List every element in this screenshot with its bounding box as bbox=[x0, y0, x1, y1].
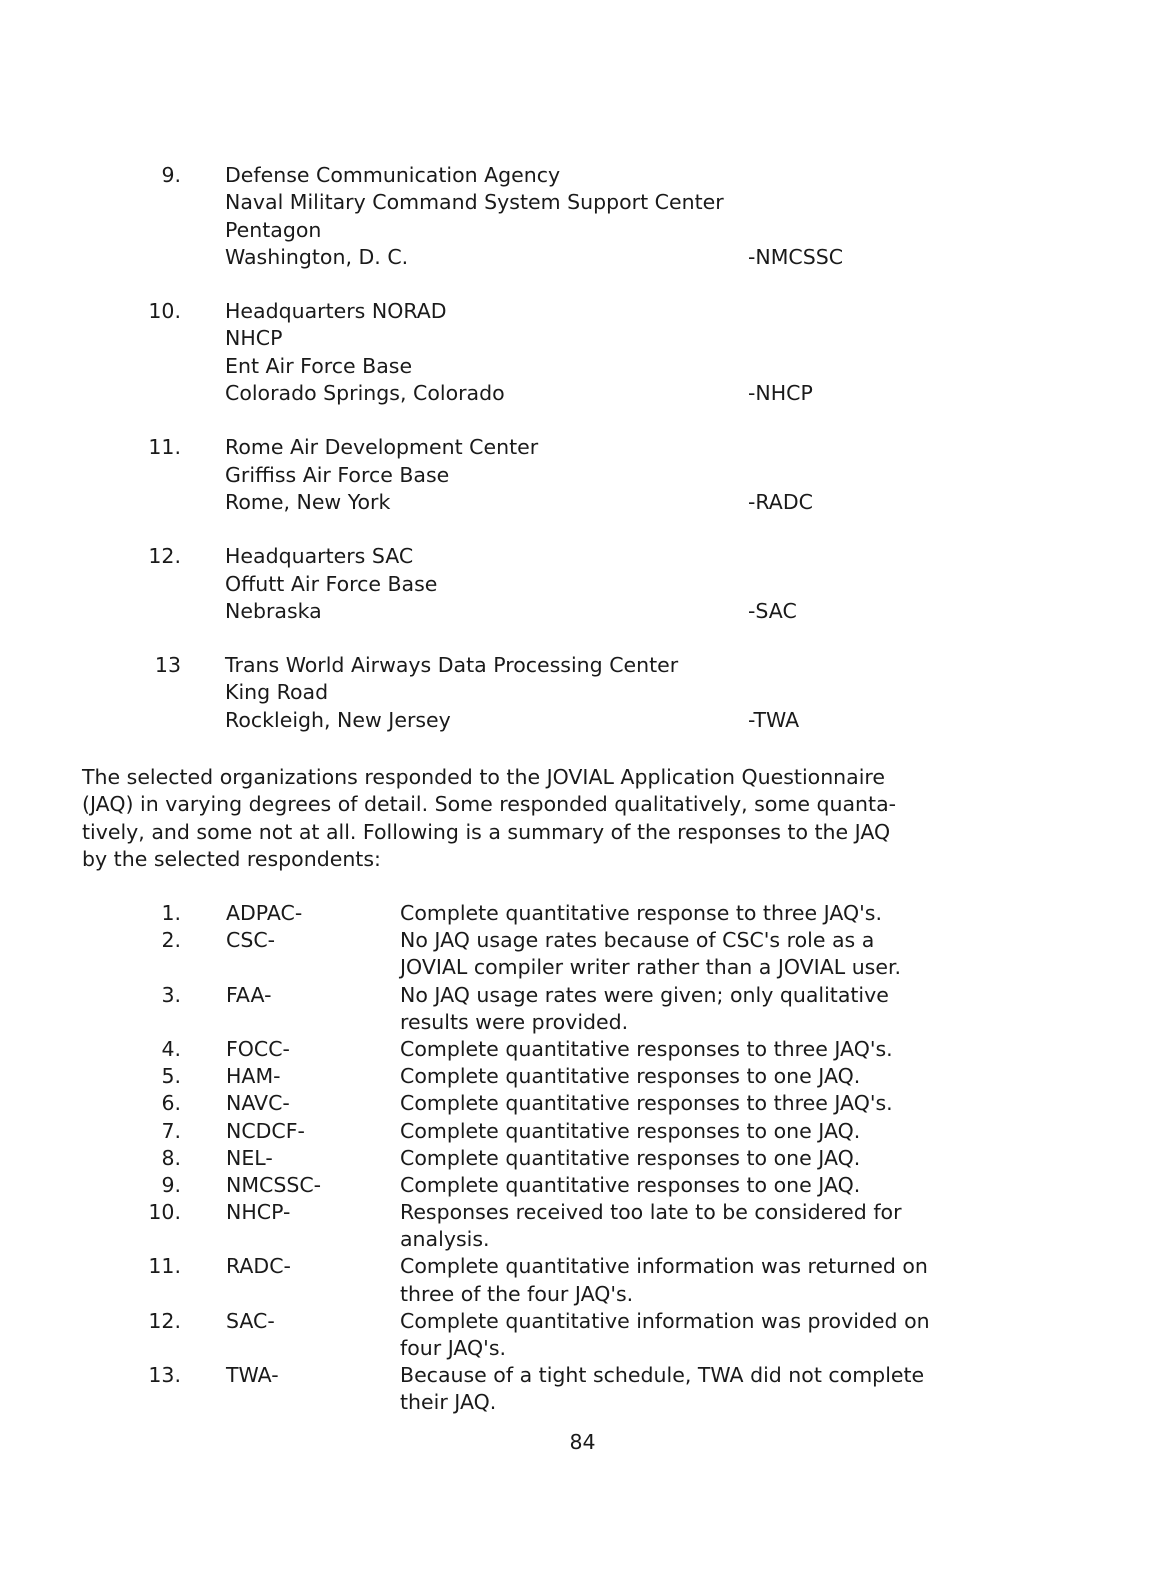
response-description bbox=[400, 1118, 960, 1145]
response-description bbox=[400, 982, 960, 1036]
address-line: Colorado Springs, Colorado bbox=[225, 381, 505, 406]
response-number: 3. bbox=[161, 982, 181, 1007]
response-code: RADC- bbox=[226, 1254, 291, 1279]
response-number: 2. bbox=[161, 928, 181, 953]
response-number: 6. bbox=[161, 1091, 181, 1116]
response-code: HAM- bbox=[226, 1064, 281, 1089]
response-description bbox=[400, 1362, 960, 1416]
organization-address bbox=[225, 543, 725, 625]
response-code: SAC- bbox=[226, 1308, 275, 1333]
response-description bbox=[400, 900, 960, 927]
response-number: 7. bbox=[161, 1118, 181, 1143]
response-code: ADPAC- bbox=[226, 901, 303, 925]
response-row bbox=[0, 1063, 1165, 1090]
organization-number: 9. bbox=[161, 163, 181, 187]
response-number: 9. bbox=[161, 1172, 181, 1197]
organization-code: -SAC bbox=[748, 598, 797, 623]
address-line: Nebraska bbox=[225, 598, 322, 623]
organization-number: 12. bbox=[148, 544, 181, 569]
response-code: NEL- bbox=[226, 1145, 273, 1170]
response-number: 8. bbox=[161, 1145, 181, 1170]
description-line: No JAQ usage rates because of CSC's role as a bbox=[400, 928, 875, 953]
response-description bbox=[400, 1090, 960, 1117]
paragraph-line: (JAQ) in varying degrees of detail. Some responded qualitatively, some quanta- bbox=[82, 792, 897, 817]
response-code: NAVC- bbox=[226, 1091, 290, 1116]
address-line: Griffiss Air Force Base bbox=[225, 462, 450, 487]
organization-code: -NMCSSC bbox=[748, 244, 844, 269]
response-code: FOCC- bbox=[226, 1036, 290, 1061]
paragraph-line: by the selected respondents: bbox=[82, 846, 381, 871]
address-line: Offutt Air Force Base bbox=[225, 571, 438, 596]
organization-entry bbox=[0, 298, 1165, 407]
address-line: Headquarters SAC bbox=[225, 544, 414, 569]
response-row bbox=[0, 1253, 1165, 1307]
response-row bbox=[0, 1362, 1165, 1416]
description-line: Complete quantitative responses to one JAQ. bbox=[400, 1145, 861, 1170]
organization-number: 11. bbox=[148, 435, 181, 460]
organization-address bbox=[225, 162, 725, 271]
response-row bbox=[0, 1199, 1165, 1253]
address-line: Naval Military Command System Support Center bbox=[225, 190, 724, 215]
response-number: 1. bbox=[161, 901, 181, 925]
organization-list bbox=[0, 162, 1165, 761]
organization-number: 13 bbox=[154, 653, 181, 678]
organization-number: 10. bbox=[148, 299, 181, 324]
address-line: Rome, New York bbox=[225, 489, 391, 514]
response-description bbox=[400, 927, 960, 981]
response-list bbox=[0, 900, 1165, 1417]
response-number: 13. bbox=[148, 1363, 181, 1388]
response-description bbox=[400, 1199, 960, 1253]
response-code: FAA- bbox=[226, 982, 272, 1007]
address-line: Rome Air Development Center bbox=[225, 435, 539, 460]
response-description bbox=[400, 1145, 960, 1172]
organization-address bbox=[225, 652, 725, 734]
response-number: 10. bbox=[148, 1200, 181, 1225]
description-line: Complete quantitative information was returned on bbox=[400, 1254, 928, 1279]
response-description bbox=[400, 1308, 960, 1362]
response-description bbox=[400, 1036, 960, 1063]
description-line: Complete quantitative responses to one JAQ. bbox=[400, 1064, 861, 1089]
description-line: Complete quantitative response to three JAQ's. bbox=[400, 901, 882, 925]
response-code: CSC- bbox=[226, 928, 276, 953]
description-line: results were provided. bbox=[400, 1009, 629, 1034]
response-row bbox=[0, 982, 1165, 1036]
description-line: Complete quantitative responses to three JAQ's. bbox=[400, 1091, 893, 1116]
organization-entry bbox=[0, 652, 1165, 734]
description-line: analysis. bbox=[400, 1227, 490, 1252]
response-number: 5. bbox=[161, 1064, 181, 1089]
response-number: 12. bbox=[148, 1308, 181, 1333]
address-line: Headquarters NORAD bbox=[225, 299, 447, 324]
paragraph-line: tively, and some not at all. Following is a summary of the responses to the JAQ bbox=[82, 819, 891, 844]
organization-code: -RADC bbox=[748, 489, 813, 514]
address-line: Rockleigh, New Jersey bbox=[225, 707, 451, 732]
address-line: Defense Communication Agency bbox=[225, 163, 561, 187]
description-line: Because of a tight schedule, TWA did not complete bbox=[400, 1363, 925, 1388]
description-line: No JAQ usage rates were given; only qualitative bbox=[400, 982, 889, 1007]
response-row bbox=[0, 1036, 1165, 1063]
response-description bbox=[400, 1172, 960, 1199]
response-row bbox=[0, 927, 1165, 981]
description-line: Responses received too late to be considered for bbox=[400, 1200, 902, 1225]
description-line: four JAQ's. bbox=[400, 1336, 507, 1360]
response-code: TWA- bbox=[226, 1363, 279, 1388]
response-row bbox=[0, 1308, 1165, 1362]
paragraph-line: The selected organizations responded to the JOVIAL Application Questionnaire bbox=[82, 765, 886, 789]
description-line: Complete quantitative information was provided on bbox=[400, 1308, 930, 1333]
organization-address bbox=[225, 298, 725, 407]
address-line: King Road bbox=[225, 680, 329, 705]
address-line: Pentagon bbox=[225, 217, 322, 242]
response-number: 11. bbox=[148, 1254, 181, 1279]
address-line: Ent Air Force Base bbox=[225, 353, 413, 378]
response-description bbox=[400, 1253, 960, 1307]
description-line: three of the four JAQ's. bbox=[400, 1281, 634, 1306]
description-line: Complete quantitative responses to one JAQ. bbox=[400, 1118, 861, 1143]
response-code: NMCSSC- bbox=[226, 1172, 322, 1197]
organization-entry bbox=[0, 434, 1165, 516]
response-description bbox=[400, 1063, 960, 1090]
response-code: NHCP- bbox=[226, 1200, 291, 1225]
response-row bbox=[0, 1172, 1165, 1199]
page-number: 84 bbox=[569, 1430, 596, 1454]
summary-paragraph bbox=[82, 764, 932, 873]
address-line: NHCP bbox=[225, 326, 283, 351]
organization-entry bbox=[0, 543, 1165, 625]
organization-code: -TWA bbox=[748, 707, 800, 732]
response-row bbox=[0, 1090, 1165, 1117]
organization-entry bbox=[0, 162, 1165, 271]
address-line: Washington, D. C. bbox=[225, 244, 409, 269]
description-line: Complete quantitative responses to one JAQ. bbox=[400, 1172, 861, 1197]
response-row bbox=[0, 1118, 1165, 1145]
organization-code: -NHCP bbox=[748, 381, 813, 406]
response-row bbox=[0, 1145, 1165, 1172]
response-row bbox=[0, 900, 1165, 927]
response-number: 4. bbox=[161, 1036, 181, 1061]
address-line: Trans World Airways Data Processing Center bbox=[225, 653, 679, 678]
description-line: JOVIAL compiler writer rather than a JOVIAL user. bbox=[400, 955, 902, 980]
response-code: NCDCF- bbox=[226, 1118, 305, 1143]
description-line: Complete quantitative responses to three JAQ's. bbox=[400, 1036, 893, 1061]
organization-address bbox=[225, 434, 725, 516]
description-line: their JAQ. bbox=[400, 1390, 497, 1415]
